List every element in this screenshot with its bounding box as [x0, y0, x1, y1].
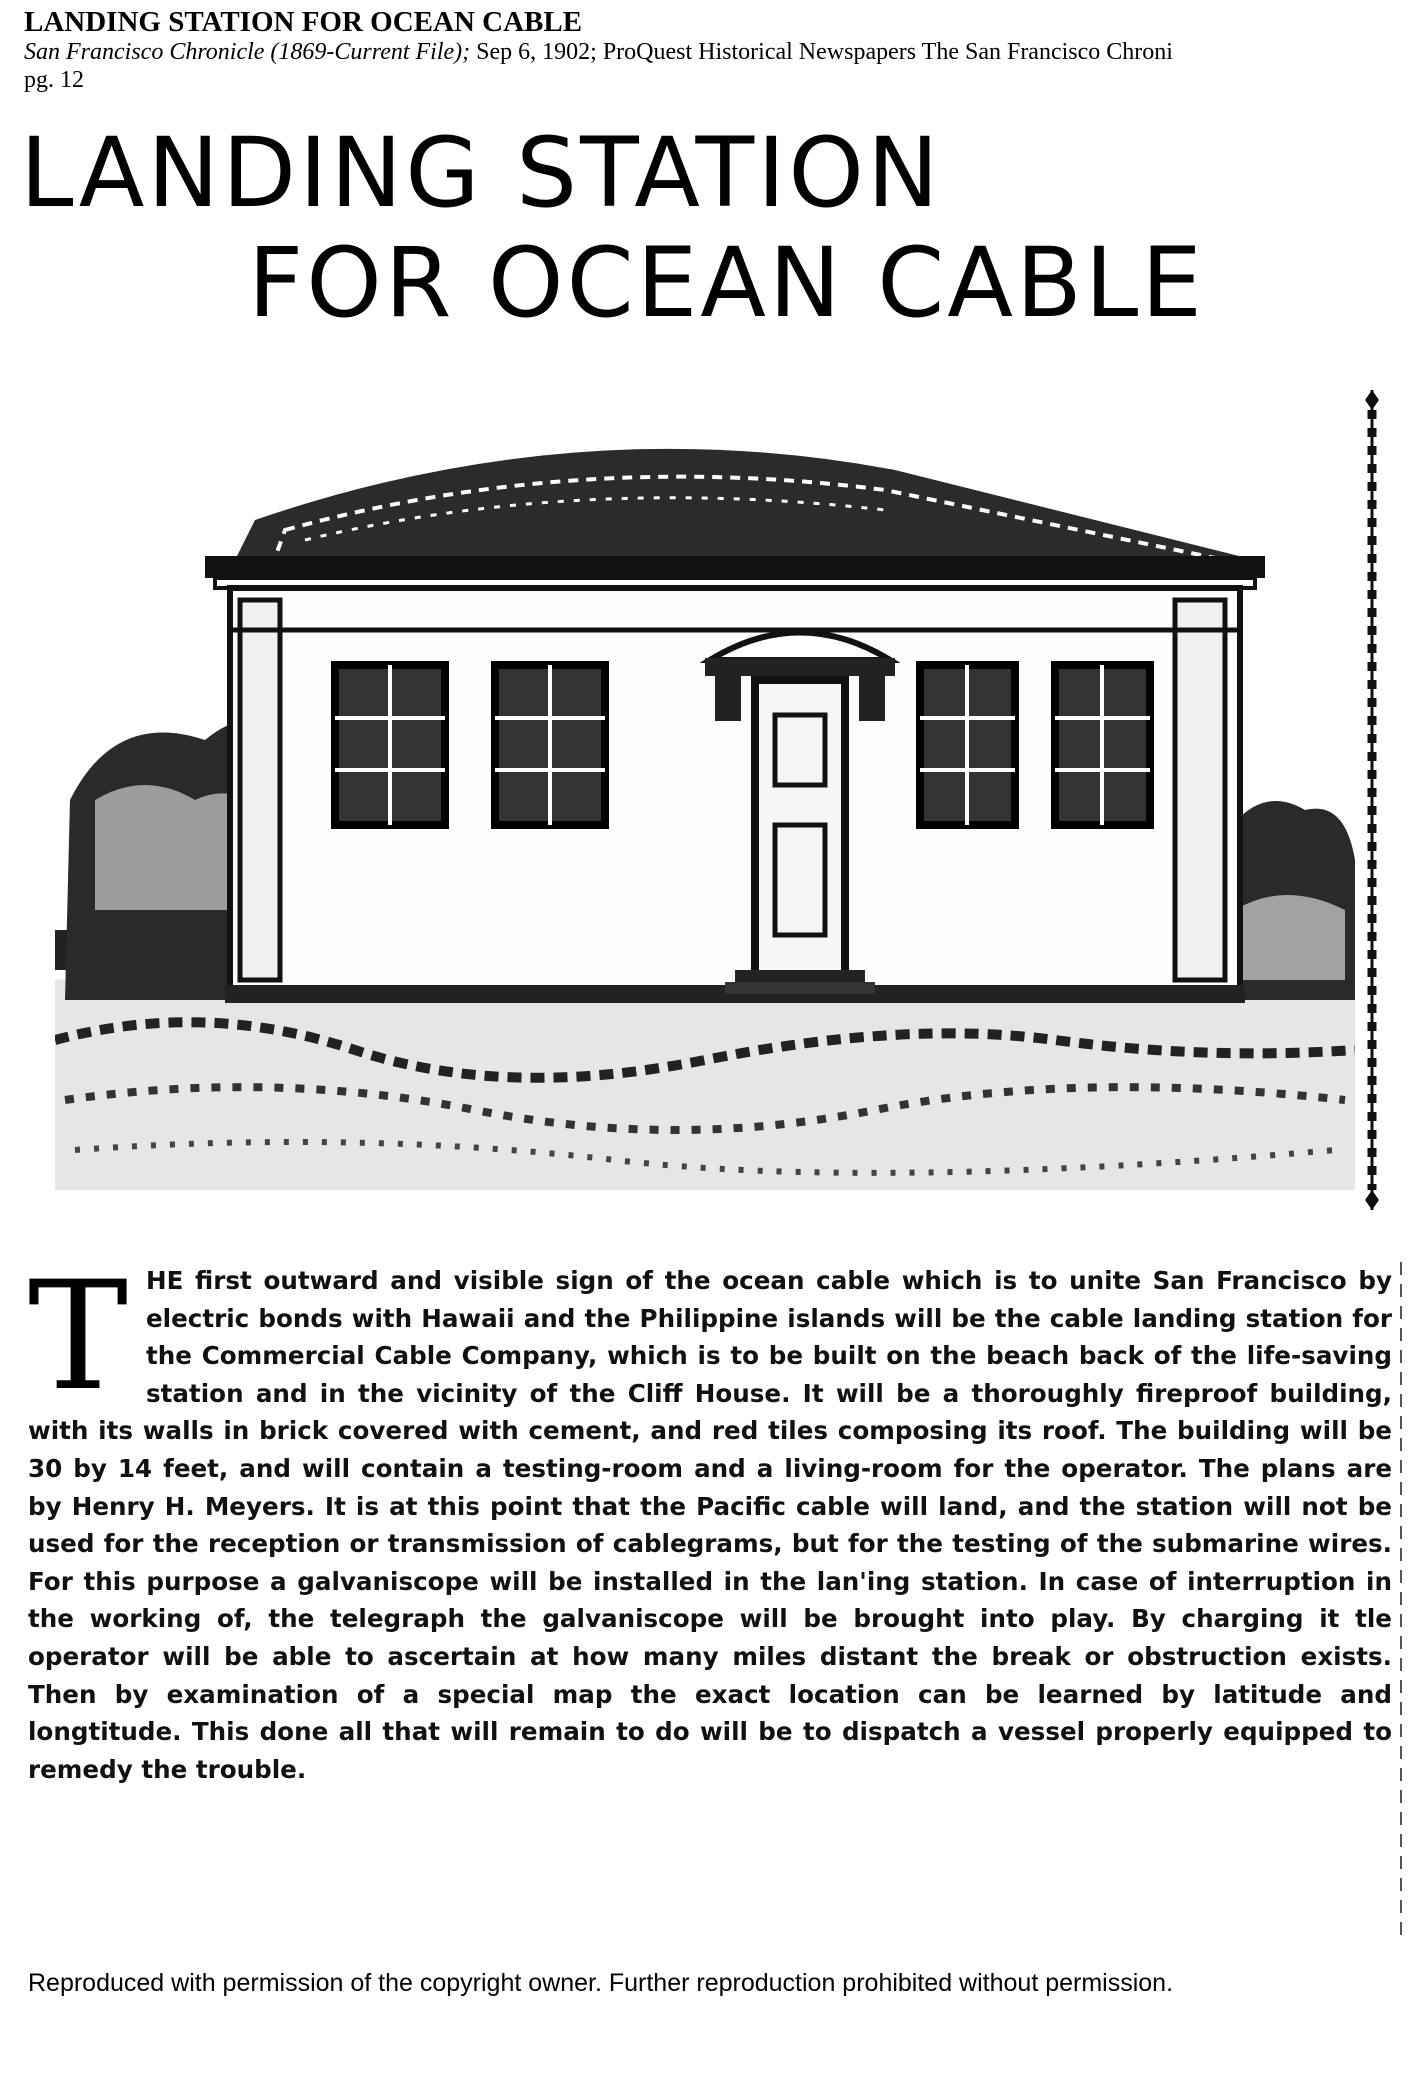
headline-line-2: FOR OCEAN CABLE — [248, 227, 1205, 339]
window-3 — [920, 665, 1015, 825]
citation-page: pg. 12 — [24, 67, 84, 93]
citation-publication: San Francisco Chronicle (1869-Current File); — [24, 39, 471, 65]
citation-title: LANDING STATION FOR OCEAN CABLE — [24, 6, 583, 38]
citation-header — [24, 6, 1424, 94]
tile-roof — [205, 449, 1265, 588]
article-body — [28, 1250, 1392, 1942]
column-rule — [1400, 1262, 1402, 1942]
article-text: HE first outward and visible sign of the ocean cable which is to unite San Francisco by electric bonds with Hawaii and the Philippine islands will be the cable landing station for the Commercial Cable Company, which is to be built on the beach back of the life-saving station and in the vicinity of the Cliff House. It will be a thoroughly fireproof building, with its walls in brick covered with cement, and red tiles composing its roof. The building will be 30 by 14 feet, and will contain a testing-room and a living-room for the operator. The plans are by Henry H. Meyers. It is at this point that the Pacific cable will land, and the station will not be used for the reception or transmission of cablegrams, but for the testing of the submarine wires. For this purpose a galvaniscope will be installed in the lan'ing station. In case of interruption in the working of, the telegraph the galvaniscope will be brought into play. By charging it tle operator will be able to ascertain at how many miles distant the break or obstruction exists. Then by examination of a special map the exact location can be learned by latitude and longtitude. This done all that will remain to do will be to dispatch a vessel properly equipped to remedy the trouble. — [28, 1266, 1392, 1784]
station-illustration — [55, 440, 1355, 1190]
drop-cap: T — [28, 1250, 129, 1424]
article-headline — [20, 118, 1400, 338]
decorative-border — [1362, 390, 1382, 1210]
window-4 — [1055, 665, 1150, 825]
citation-details: Sep 6, 1902; ProQuest Historical Newspapers The San Francisco Chroni — [470, 39, 1173, 65]
window-1 — [335, 665, 445, 825]
headline-line-1: LANDING STATION — [20, 117, 942, 229]
article-paragraph — [28, 1250, 1392, 1788]
citation-source — [24, 38, 1424, 66]
copyright-notice: Reproduced with permission of the copyright owner. Further reproduction prohibited without permission. — [28, 1969, 1174, 1997]
window-2 — [495, 665, 605, 825]
